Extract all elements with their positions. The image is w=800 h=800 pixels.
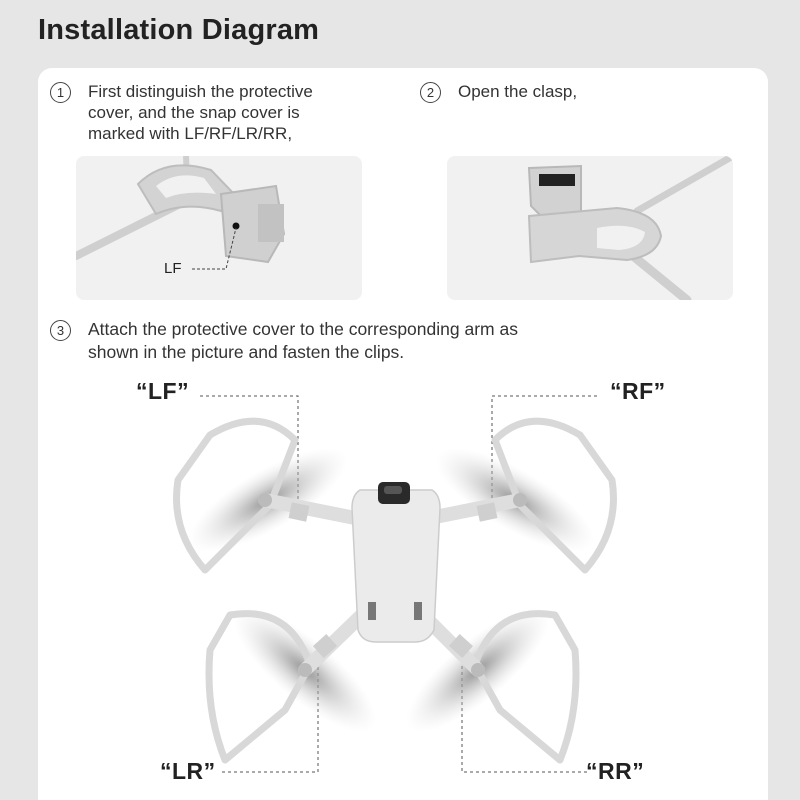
step-1-line-2: cover, and the snap cover is (88, 103, 300, 122)
step-2-number: 2 (420, 82, 441, 103)
drone-diagram (0, 380, 800, 800)
step-2-line-1: Open the clasp, (458, 82, 578, 101)
photo-snap-cover-marked (76, 156, 362, 300)
label-lf: “LF” (136, 378, 190, 404)
step-1-text (88, 81, 313, 144)
step-3-line-2: shown in the picture and fasten the clips. (88, 342, 405, 362)
drone-vent-right (414, 602, 422, 620)
step-3-text (88, 318, 518, 364)
camera-lens (384, 486, 402, 494)
page-title: Installation Diagram (38, 14, 320, 46)
photo-1-label: LF (164, 260, 182, 277)
label-rf: “RF” (610, 378, 666, 404)
lr-motor (298, 663, 312, 677)
step-1-line-1: First distinguish the protective (88, 82, 313, 101)
rf-motor (513, 493, 527, 507)
label-rr: “RR” (586, 758, 645, 784)
open-clasp-illustration (447, 156, 733, 300)
step-1-number: 1 (50, 82, 71, 103)
lf-motor (258, 493, 272, 507)
step-1-line-3: marked with LF/RF/LR/RR, (88, 124, 293, 143)
drone-body (352, 490, 440, 642)
rr-motor (471, 663, 485, 677)
snap-cover-illustration (76, 156, 362, 300)
photo-open-clasp (447, 156, 733, 300)
label-lr: “LR” (160, 758, 216, 784)
drone-vent-left (368, 602, 376, 620)
step-3-line-1: Attach the protective cover to the corresponding arm as (88, 319, 518, 339)
step-2-text (458, 81, 577, 102)
step-3-number: 3 (50, 320, 71, 341)
